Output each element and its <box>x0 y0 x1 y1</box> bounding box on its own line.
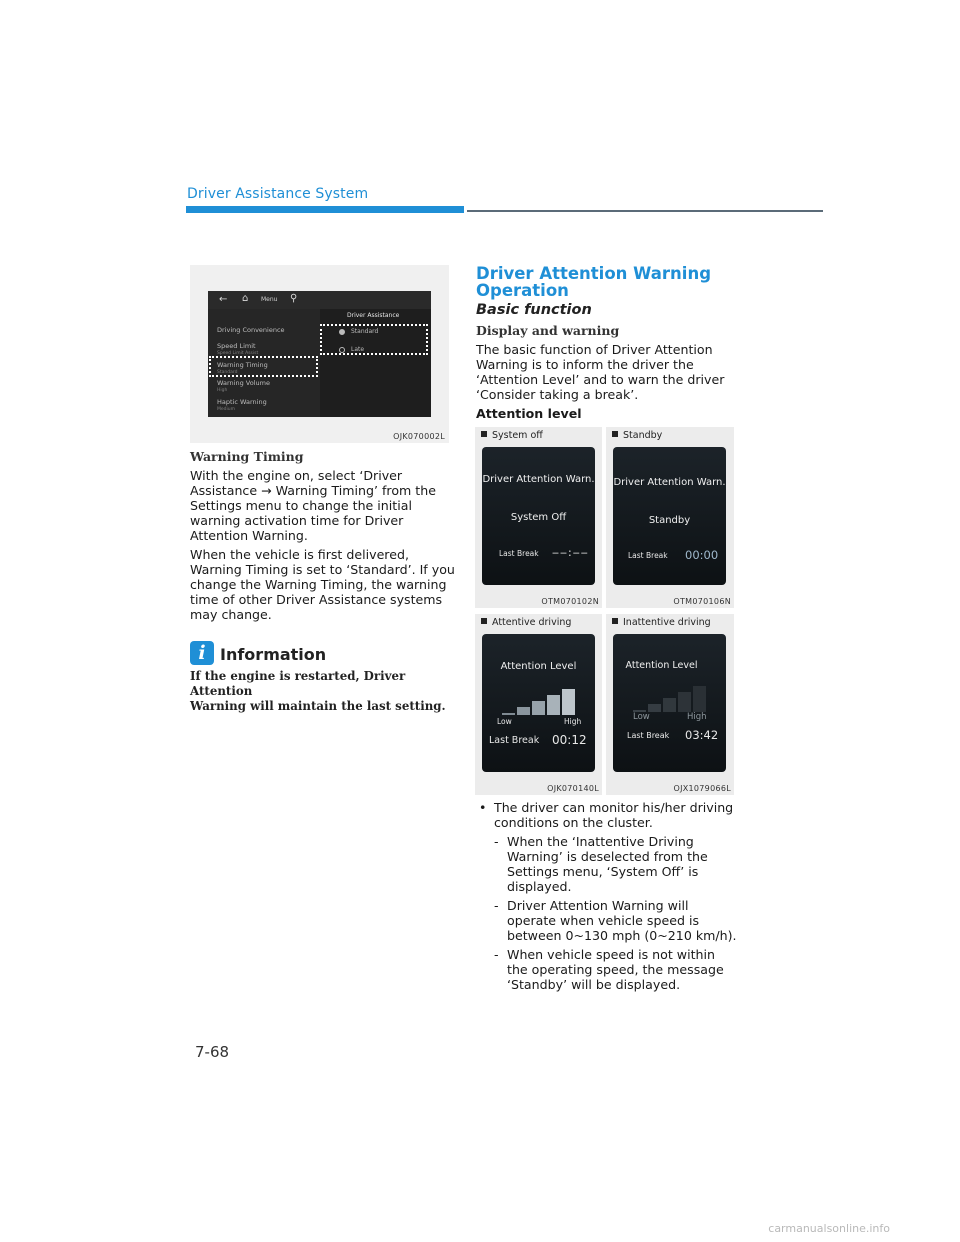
cluster-screen <box>613 447 726 585</box>
information-title: Information <box>220 645 327 664</box>
back-arrow-icon: ← <box>219 294 228 305</box>
low-label: Low <box>633 712 650 722</box>
cluster-screen <box>482 634 595 772</box>
highlight-warning-timing-frame <box>209 356 318 377</box>
cluster-screen <box>613 634 726 772</box>
dash-marker: - <box>494 834 499 849</box>
menu-item-speed-limit-sub: Speed Limit Assist <box>217 351 259 356</box>
watermark: carmanualsonline.info <box>768 1222 890 1235</box>
attention-bar-3 <box>663 698 676 712</box>
dash-item-3: When vehicle speed is not within the operating speed, the message ‘Standby’ will be displayed. <box>507 947 724 992</box>
cluster-status: Standby <box>648 515 691 526</box>
cluster-label: System off <box>481 430 543 441</box>
cluster-label: Standby <box>612 430 662 441</box>
last-break-value: 00:12 <box>552 733 587 747</box>
menu-item-warning-timing-sub: Standard <box>217 370 238 375</box>
cluster-title: Driver Attention Warn. <box>613 477 726 488</box>
low-label: Low <box>497 717 512 726</box>
cluster-figure-system-off <box>475 427 602 608</box>
cluster-title: Attention Level <box>500 661 577 672</box>
menu-item-warning-volume: Warning Volume <box>217 379 270 387</box>
warning-timing-paragraph-1: With the engine on, select ‘Driver Assistance → Warning Timing’ from the Settings menu to change the initial warning activation time for Driver Attention Warning. <box>190 468 436 543</box>
bullet-marker: • <box>479 800 487 815</box>
attention-bar-2 <box>648 704 661 712</box>
last-break-label: Last Break <box>489 735 540 746</box>
attention-bar-5 <box>562 689 575 715</box>
header-rule-accent <box>186 206 464 213</box>
attention-bar-4 <box>678 692 691 712</box>
attention-bar-2 <box>517 707 530 715</box>
option-standard: Standard <box>339 328 378 335</box>
attention-level-bars <box>482 634 595 772</box>
section-title: Driver Attention Warning Operation <box>476 264 712 300</box>
basic-function-paragraph: The basic function of Driver Attention Warning is to inform the driver the ‘Attention Level’ and to warn the driver ‘Consider taking a break’. <box>476 342 725 402</box>
menu-item-driving-convenience: Driving Convenience <box>217 326 285 334</box>
home-icon: ⌂ <box>242 293 249 304</box>
warning-timing-heading: Warning Timing <box>190 449 304 464</box>
attention-bar-3 <box>532 701 545 715</box>
display-and-warning-heading: Display and warning <box>476 323 620 338</box>
settings-figure <box>190 265 449 443</box>
cluster-status: System Off <box>510 512 567 523</box>
figure-code: OJX1079066L <box>673 784 731 793</box>
last-break-label: Last Break <box>499 549 539 558</box>
cluster-title: Attention Level <box>625 660 698 671</box>
search-icon: ⚲ <box>290 293 298 304</box>
figure-code: OJK070140L <box>547 784 599 793</box>
last-break-value: 03:42 <box>685 728 719 742</box>
last-break-label: Last Break <box>627 731 670 740</box>
option-late: Late <box>339 346 364 353</box>
dash-marker: - <box>494 898 499 913</box>
bullet-text: The driver can monitor his/her driving conditions on the cluster. <box>494 800 734 830</box>
menu-item-warning-volume-sub: High <box>217 388 228 393</box>
menu-label: Menu <box>261 296 278 303</box>
figure-code: OJK070002L <box>393 432 445 441</box>
menu-item-haptic-warning: Haptic Warning <box>217 398 267 406</box>
screen-top-bar <box>208 291 431 309</box>
menu-item-haptic-warning-sub: Medium <box>217 407 235 412</box>
header-rule <box>467 210 823 212</box>
dash-item-2: Driver Attention Warning will operate when vehicle speed is between 0~130 mph (0~210 km/h). <box>507 898 737 943</box>
cluster-screen <box>482 447 595 585</box>
cluster-figure-inattentive-driving <box>606 614 734 795</box>
highlight-options-frame <box>320 324 428 355</box>
cluster-label: Inattentive driving <box>612 617 711 628</box>
warning-timing-paragraph-2: When the vehicle is first delivered, Warning Timing is set to ‘Standard’. If you change the Warning Timing, the warning time of other Driver Assistance systems may change. <box>190 547 455 622</box>
dash-item-1: When the ‘Inattentive Driving Warning’ is deselected from the Settings menu, ‘System Off’ is displayed. <box>507 834 708 894</box>
high-label: High <box>687 712 707 722</box>
high-label: High <box>564 717 582 726</box>
cluster-figure-standby <box>606 427 734 608</box>
menu-item-warning-timing: Warning Timing <box>217 361 268 369</box>
attention-bar-4 <box>547 695 560 715</box>
section-header-title: Driver Assistance System <box>187 186 369 202</box>
screen-panel-title: Driver Assistance <box>347 312 400 319</box>
basic-function-title: Basic function <box>476 302 592 318</box>
dash-marker: - <box>494 947 499 962</box>
settings-screen <box>208 291 431 417</box>
figure-code: OTM070102N <box>541 597 599 606</box>
information-icon: i <box>190 641 214 665</box>
menu-item-speed-limit: Speed Limit <box>217 342 256 350</box>
attention-level-heading: Attention level <box>476 406 582 421</box>
figure-code: OTM070106N <box>673 597 731 606</box>
page-number: 7-68 <box>195 1043 230 1061</box>
attention-level-bars <box>613 634 726 772</box>
last-break-label: Last Break <box>628 551 668 560</box>
cluster-label: Attentive driving <box>481 617 571 628</box>
cluster-figure-attentive-driving <box>475 614 602 795</box>
cluster-title: Driver Attention Warn. <box>482 474 595 485</box>
last-break-value: ‒‒:‒‒ <box>552 546 589 559</box>
information-body: If the engine is restarted, Driver Attention Warning will maintain the last setting. <box>190 669 446 713</box>
last-break-value: 00:00 <box>685 548 719 562</box>
attention-bar-1 <box>502 713 515 715</box>
attention-bar-5 <box>693 686 706 712</box>
